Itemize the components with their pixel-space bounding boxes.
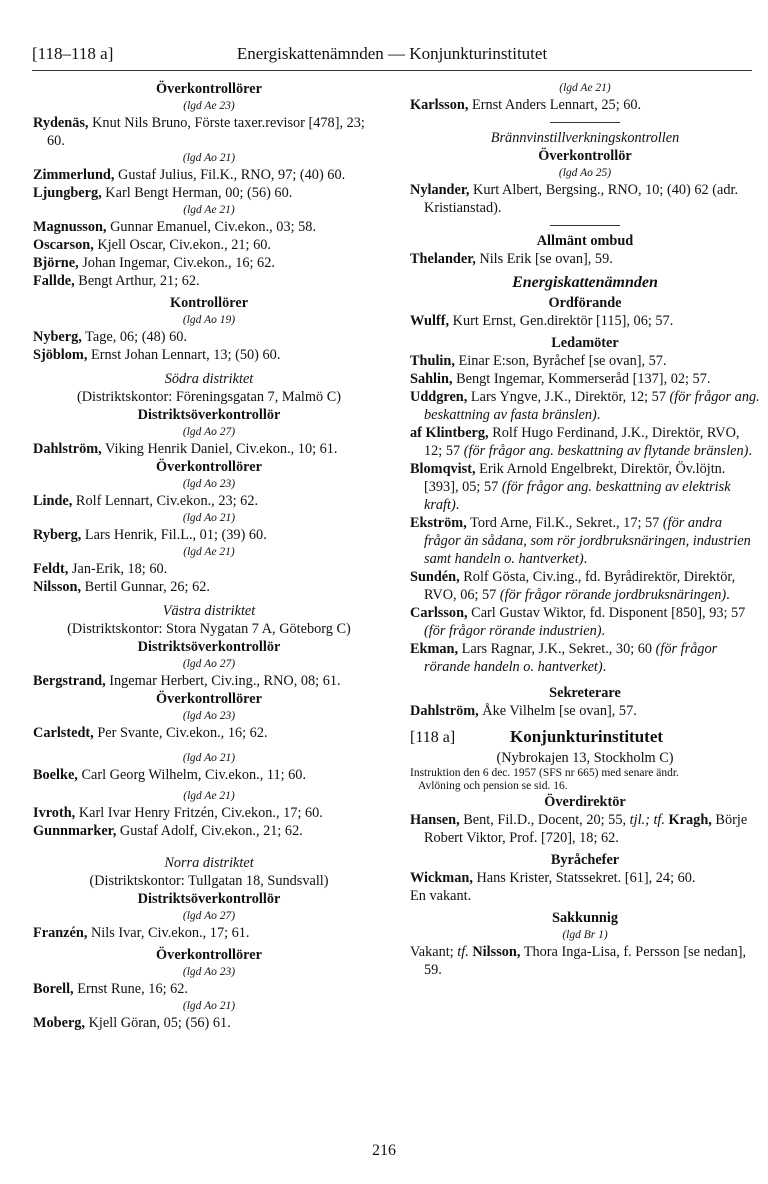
grade-label: (lgd Ao 23) (182, 710, 236, 722)
institute-heading (410, 728, 760, 747)
district-title: Södra distriktet (164, 371, 254, 387)
entry: Ryberg, Lars Henrik, Fil.L., 01; (39) 60. (33, 527, 267, 543)
grade-label: (lgd Ae 23) (183, 100, 235, 112)
heading: Ledamöter (551, 335, 619, 351)
entry: Nilsson, Bertil Gunnar, 26; 62. (33, 579, 210, 595)
district-office: (Distriktskontor: Föreningsgatan 7, Malmö C) (76, 389, 342, 405)
salary-note: Avlöning och pension se sid. 16. (418, 780, 568, 792)
grade-label: (lgd Ao 19) (182, 314, 236, 326)
section-divider (550, 122, 620, 123)
entry: Linde, Rolf Lennart, Civ.ekon., 23; 62. (33, 493, 259, 509)
entry: Vakant; tf. Nilsson, Thora Inga-Lisa, f. Persson [se nedan], 59. (410, 944, 747, 978)
entry: Thulin, Einar E:son, Byråchef [se ovan], 57. (410, 353, 667, 369)
heading: Distriktsöverkontrollör (137, 891, 281, 907)
entry: Ekman, Lars Ragnar, J.K., Sekret., 30; 60 (för frågor rörande handeln o. hantverket). (410, 641, 718, 675)
entry: Sahlin, Bengt Ingemar, Kommerseråd [137], 02; 57. (410, 371, 711, 387)
heading: Byråchefer (550, 852, 620, 868)
entry: Borell, Ernst Rune, 16; 62. (33, 981, 189, 997)
entry: Bergstrand, Ingemar Herbert, Civ.ing., RNO, 08; 61. (33, 673, 341, 689)
entry: Dahlström, Viking Henrik Daniel, Civ.ekon., 10; 61. (33, 441, 338, 457)
entry: Wickman, Hans Krister, Statssekret. [61], 24; 60. (410, 870, 696, 886)
entry: Sundén, Rolf Gösta, Civ.ing., fd. Byrådirektör, Direktör, RVO, 06; 57 (för frågor rörande jordbruksnäringen). (410, 569, 736, 603)
heading: Överkontrollörer (156, 691, 262, 707)
left-column (33, 80, 385, 1032)
instruction-note: Instruktion den 6 dec. 1957 (SFS nr 665) med senare ändr. (410, 767, 679, 779)
heading: Ordförande (548, 295, 622, 311)
grade-label: (lgd Br 1) (562, 929, 608, 941)
grade-label: (lgd Ao 21) (182, 152, 236, 164)
entry: Thelander, Nils Erik [se ovan], 59. (410, 251, 613, 267)
entry: Moberg, Kjell Göran, 05; (56) 61. (33, 1015, 231, 1031)
running-header (32, 44, 752, 66)
heading: Distriktsöverkontrollör (137, 639, 281, 655)
entry: Magnusson, Gunnar Emanuel, Civ.ekon., 03; 58. (33, 219, 317, 235)
section-code: [118–118 a] (32, 44, 114, 63)
agency-title: Energiskattenämnden (512, 274, 658, 291)
heading: Överdirektör (544, 794, 626, 810)
entry: Wulff, Kurt Ernst, Gen.direktör [115], 06; 57. (410, 313, 674, 329)
entry: Gunnmarker, Gustaf Adolf, Civ.ekon., 21; 62. (33, 823, 303, 839)
grade-label: (lgd Ao 27) (182, 426, 236, 438)
grade-label: (lgd Ae 21) (559, 82, 611, 94)
heading: Distriktsöverkontrollör (137, 407, 281, 423)
heading: Överkontrollörer (156, 459, 262, 475)
section-divider (550, 225, 620, 226)
grade-label: (lgd Ao 23) (182, 966, 236, 978)
entry: Boelke, Carl Georg Wilhelm, Civ.ekon., 11; 60. (33, 767, 307, 783)
running-title: Energiskattenämnden — Konjunkturinstitutet (236, 44, 548, 63)
heading: Överkontrollör (538, 148, 632, 164)
entry: Carlsson, Carl Gustav Wiktor, fd. Disponent [850], 93; 57 (för frågor rörande industrien). (410, 605, 746, 639)
institute-title: Konjunkturinstitutet (510, 727, 664, 746)
entry: Zimmerlund, Gustaf Julius, Fil.K., RNO, 97; (40) 60. (33, 167, 346, 183)
heading: Sekreterare (549, 685, 621, 701)
heading: Kontrollörer (169, 295, 249, 311)
grade-label: (lgd Ao 23) (182, 478, 236, 490)
section-code: [118 a] (410, 729, 456, 746)
heading: Överkontrollörer (156, 947, 262, 963)
entry: Carlstedt, Per Svante, Civ.ekon., 16; 62. (33, 725, 268, 741)
grade-label: (lgd Ae 21) (183, 790, 235, 802)
entry: af Klintberg, Rolf Hugo Ferdinand, J.K., Direktör, RVO, 12; 57 (för frågor ang. beskattning av flytande bränslen). (410, 425, 753, 459)
entry: Blomqvist, Erik Arnold Engelbrekt, Direktör, Öv.löjtn. [393], 05; 57 (för frågor ang. beskattning av elektrisk kraft). (410, 461, 731, 513)
entry: Feldt, Jan-Erik, 18; 60. (33, 561, 168, 577)
district-title: Norra distriktet (164, 855, 254, 871)
entry: Ivroth, Karl Ivar Henry Fritzén, Civ.ekon., 17; 60. (33, 805, 323, 821)
entry: Franzén, Nils Ivar, Civ.ekon., 17; 61. (33, 925, 250, 941)
district-office: (Distriktskontor: Stora Nygatan 7 A, Göteborg C) (67, 621, 351, 637)
entry: Uddgren, Lars Yngve, J.K., Direktör, 12; 57 (för frågor ang. beskattning av fasta bränslen). (410, 389, 760, 423)
grade-label: (lgd Ao 27) (182, 910, 236, 922)
entry: Björne, Johan Ingemar, Civ.ekon., 16; 62. (33, 255, 275, 271)
entry: Ljungberg, Karl Bengt Herman, 00; (56) 60. (33, 185, 293, 201)
grade-label: (lgd Ae 21) (183, 204, 235, 216)
district-office: (Distriktskontor: Tullgatan 18, Sundsvall) (89, 873, 329, 889)
section-title: Brännvinstillverkningskontrollen (490, 130, 680, 146)
heading: Sakkunnig (552, 910, 618, 926)
heading: Allmänt ombud (536, 233, 634, 249)
entry: Dahlström, Åke Vilhelm [se ovan], 57. (410, 703, 637, 719)
entry: Fallde, Bengt Arthur, 21; 62. (33, 273, 200, 289)
header-rule (32, 70, 752, 71)
page-number: 216 (372, 1142, 396, 1159)
institute-address: (Nybrokajen 13, Stockholm C) (496, 750, 674, 766)
entry: Ekström, Tord Arne, Fil.K., Sekret., 17; 57 (för andra frågor än sådana, som rör jordbruksnäringen, industrien samt handeln o. hantverket). (410, 515, 751, 567)
entry: Rydenäs, Knut Nils Bruno, Förste taxer.revisor [478], 23; 60. (33, 115, 365, 149)
entry: Nyberg, Tage, 06; (48) 60. (33, 329, 187, 345)
entry: Nylander, Kurt Albert, Bergsing., RNO, 10; (40) 62 (adr. Kristianstad). (410, 182, 739, 216)
district-title: Västra distriktet (162, 603, 256, 619)
entry: Hansen, Bent, Fil.D., Docent, 20; 55, tjl.; tf. Kragh, Börje Robert Viktor, Prof. [720], 18; 62. (410, 812, 748, 846)
entry-vacant: En vakant. (410, 888, 472, 904)
heading: Överkontrollörer (156, 81, 262, 97)
grade-label: (lgd Ae 21) (183, 546, 235, 558)
right-column (410, 80, 760, 979)
grade-label: (lgd Ao 27) (182, 658, 236, 670)
grade-label: (lgd Ao 21) (182, 1000, 236, 1012)
entry: Sjöblom, Ernst Johan Lennart, 13; (50) 60. (33, 347, 281, 363)
entry: Oscarson, Kjell Oscar, Civ.ekon., 21; 60. (33, 237, 271, 253)
entry: Karlsson, Ernst Anders Lennart, 25; 60. (410, 97, 642, 113)
grade-label: (lgd Ao 21) (182, 512, 236, 524)
grade-label: (lgd Ao 25) (558, 167, 612, 179)
grade-label: (lgd Ao 21) (182, 752, 236, 764)
